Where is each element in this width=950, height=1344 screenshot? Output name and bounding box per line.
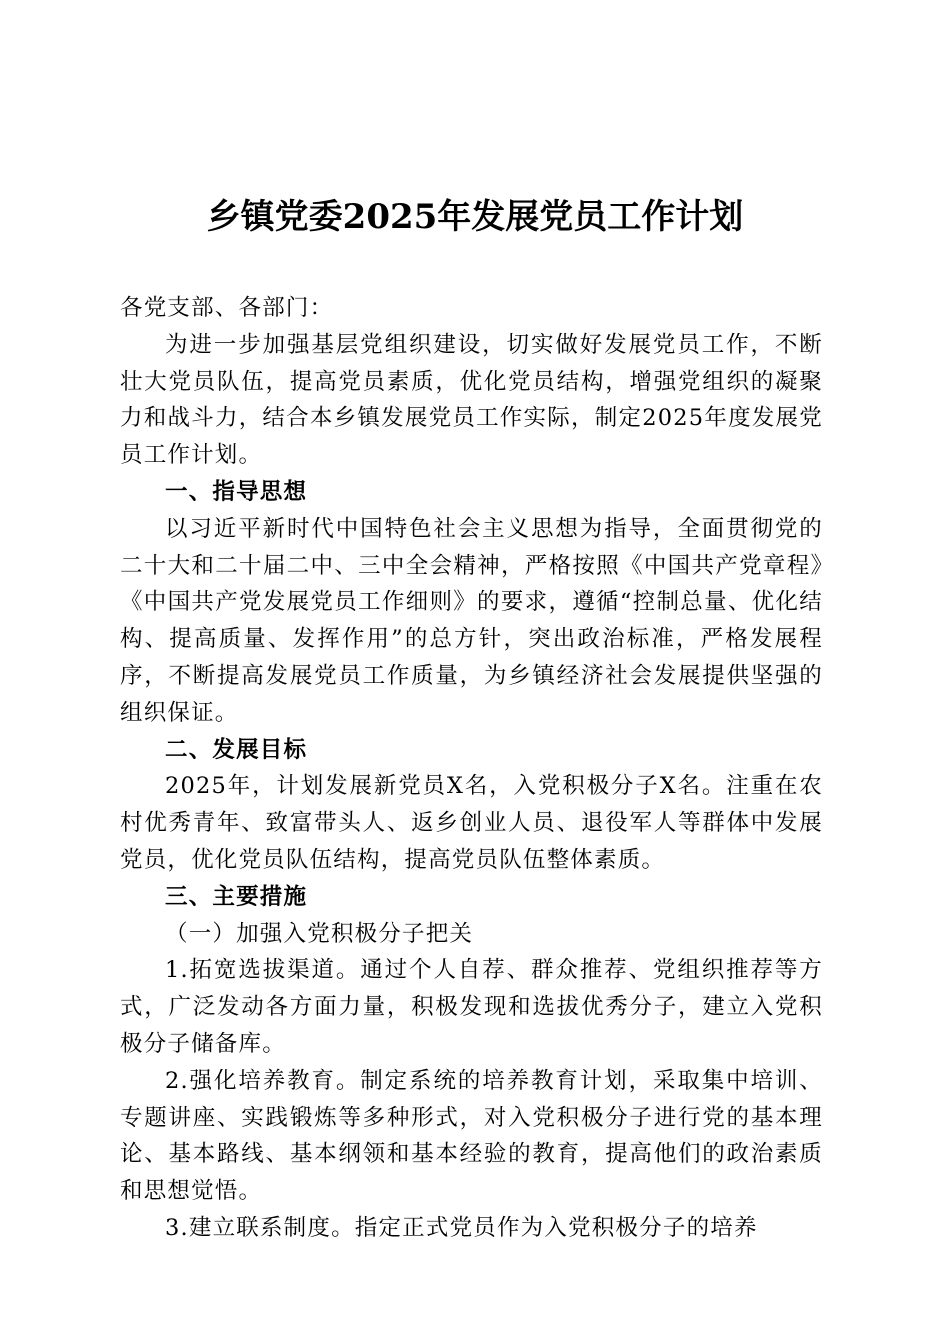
- document-body: [120, 290, 823, 1247]
- paragraph-development-goals: 2025年，计划发展新党员X名，入党积极分子X名。注重在农村优秀青年、致富带头人、返乡创业人员、退役军人等群体中发展党员，优化党员队伍结构，提高党员队伍整体素质。: [120, 773, 823, 873]
- document-title: 乡镇党委2025年发展党员工作计划: [206, 197, 744, 237]
- measure-item-1: 1.拓宽选拔渠道。通过个人自荐、群众推荐、党组织推荐等方式，广泛发动各方面力量，积极发现和选拔优秀分子，建立入党积极分子储备库。: [120, 957, 823, 1057]
- section-heading-guiding-ideology: 一、指导思想: [165, 478, 308, 505]
- intro-paragraph: 为进一步加强基层党组织建设，切实做好发展党员工作，不断壮大党员队伍，提高党员素质，优化党员结构，增强党组织的凝聚力和战斗力，结合本乡镇发展党员工作实际，制定2025年度发展党员工作计划。: [120, 331, 823, 469]
- section-heading-main-measures: 三、主要措施: [165, 883, 308, 910]
- subheading-activist-screening: （一）加强入党积极分子把关: [165, 920, 474, 947]
- paragraph-guiding-ideology: 以习近平新时代中国特色社会主义思想为指导，全面贯彻党的二十大和二十届二中、三中全会精神，严格按照《中国共产党章程》《中国共产党发展党员工作细则》的要求，遵循“控制总量、优化结构、提高质量、发挥作用”的总方针，突出政治标准，严格发展程序，不断提高发展党员工作质量，为乡镇经济社会发展提供坚强的组织保证。: [120, 515, 823, 726]
- section-heading-development-goals: 二、发展目标: [165, 736, 308, 763]
- measure-item-3: 3.建立联系制度。指定正式党员作为入党积极分子的培养: [165, 1214, 758, 1241]
- measure-item-2: 2.强化培养教育。制定系统的培养教育计划，采取集中培训、专题讲座、实践锻炼等多种形式，对入党积极分子进行党的基本理论、基本路线、基本纲领和基本经验的教育，提高他们的政治素质和思想觉悟。: [120, 1067, 823, 1205]
- salutation: 各党支部、各部门：: [120, 295, 334, 321]
